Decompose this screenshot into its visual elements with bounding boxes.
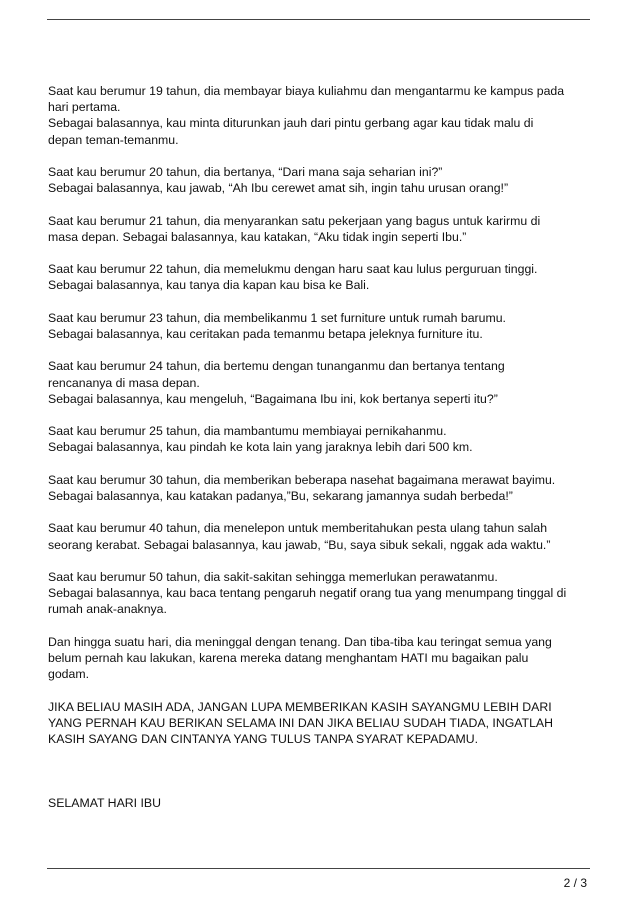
text-line: Saat kau berumur 23 tahun, dia membelikanmu 1 set furniture untuk rumah barumu. bbox=[48, 310, 506, 325]
paragraph bbox=[48, 83, 593, 148]
paragraph bbox=[48, 634, 593, 683]
text-line: Sebagai balasannya, kau katakan padanya,”Bu, sekarang jamannya sudah berbeda!” bbox=[48, 488, 513, 503]
paragraph bbox=[48, 213, 593, 245]
paragraph-list bbox=[48, 83, 593, 747]
text-line: masa depan. Sebagai balasannya, kau katakan, “Aku tidak ingin seperti Ibu.” bbox=[48, 229, 467, 244]
text-line: Sebagai balasannya, kau pindah ke kota lain yang jaraknya lebih dari 500 km. bbox=[48, 440, 473, 455]
text-line: YANG PERNAH KAU BERIKAN SELAMA INI DAN JIKA BELIAU SUDAH TIADA, INGATLAH bbox=[48, 715, 553, 730]
page-number: 2 / 3 bbox=[563, 876, 587, 890]
text-line: Sebagai balasannya, kau mengeluh, “Bagaimana Ibu ini, kok bertanya seperti itu?” bbox=[48, 391, 498, 406]
text-line: seorang kerabat. Sebagai balasannya, kau jawab, “Bu, saya sibuk sekali, nggak ada waktu.” bbox=[48, 537, 551, 552]
text-line: Saat kau berumur 22 tahun, dia memelukmu dengan haru saat kau lulus perguruan tinggi. bbox=[48, 262, 538, 277]
text-line: Saat kau berumur 25 tahun, dia mambantumu membiayai pernikahanmu. bbox=[48, 424, 447, 439]
paragraph bbox=[48, 310, 593, 342]
text-line: Sebagai balasannya, kau tanya dia kapan kau bisa ke Bali. bbox=[48, 278, 370, 293]
paragraph bbox=[48, 569, 593, 618]
paragraph bbox=[48, 358, 593, 407]
text-line: Sebagai balasannya, kau minta diturunkan jauh dari pintu gerbang agar kau tidak malu di bbox=[48, 116, 534, 131]
paragraph bbox=[48, 164, 593, 196]
text-line: Dan hingga suatu hari, dia meninggal dengan tenang. Dan tiba-tiba kau teringat semua yang bbox=[48, 634, 552, 649]
text-line: Saat kau berumur 21 tahun, dia menyarankan satu pekerjaan yang bagus untuk karirmu di bbox=[48, 213, 541, 228]
header-rule bbox=[47, 19, 590, 20]
text-line: Sebagai balasannya, kau jawab, “Ah Ibu cerewet amat sih, ingin tahu urusan orang!” bbox=[48, 181, 509, 196]
text-line: belum pernah kau lakukan, karena mereka datang menghantam HATI mu bagaikan palu bbox=[48, 650, 529, 665]
footer-rule bbox=[47, 868, 590, 869]
text-line: Saat kau berumur 20 tahun, dia bertanya, “Dari mana saja seharian ini?” bbox=[48, 165, 443, 179]
text-line: KASIH SAYANG DAN CINTANYA YANG TULUS TANPA SYARAT KEPADAMU. bbox=[48, 731, 479, 746]
text-line: Sebagai balasannya, kau baca tentang pengaruh negatif orang tua yang menumpang tinggal di bbox=[48, 586, 567, 601]
text-line: Saat kau berumur 19 tahun, dia membayar biaya kuliahmu dan mengantarmu ke kampus pada bbox=[48, 84, 565, 98]
text-line: Saat kau berumur 30 tahun, dia memberikan beberapa nasehat bagaimana merawat bayimu. bbox=[48, 472, 556, 487]
text-line: Sebagai balasannya, kau ceritakan pada temanmu betapa jeleknya furniture itu. bbox=[48, 326, 483, 341]
text-line: hari pertama. bbox=[48, 100, 121, 115]
paragraph bbox=[48, 520, 593, 552]
closing-line: SELAMAT HARI IBU bbox=[48, 796, 161, 811]
text-line: rencananya di masa depan. bbox=[48, 375, 200, 390]
text-line: godam. bbox=[48, 667, 90, 682]
text-line: Saat kau berumur 50 tahun, dia sakit-sakitan sehingga memerlukan perawatanmu. bbox=[48, 569, 498, 584]
blank-space bbox=[48, 763, 593, 795]
text-line: JIKA BELIAU MASIH ADA, JANGAN LUPA MEMBERIKAN KASIH SAYANGMU LEBIH DARI bbox=[48, 699, 552, 714]
text-line: depan teman-temanmu. bbox=[48, 132, 179, 147]
paragraph bbox=[48, 699, 593, 748]
text-line: Saat kau berumur 40 tahun, dia menelepon untuk memberitahukan pesta ulang tahun salah bbox=[48, 521, 548, 536]
page-body bbox=[48, 83, 593, 828]
paragraph bbox=[48, 423, 593, 455]
paragraph bbox=[48, 261, 593, 293]
paragraph bbox=[48, 472, 593, 504]
text-line: rumah anak-anaknya. bbox=[48, 602, 167, 617]
text-line: Saat kau berumur 24 tahun, dia bertemu dengan tunanganmu dan bertanya tentang bbox=[48, 359, 505, 374]
